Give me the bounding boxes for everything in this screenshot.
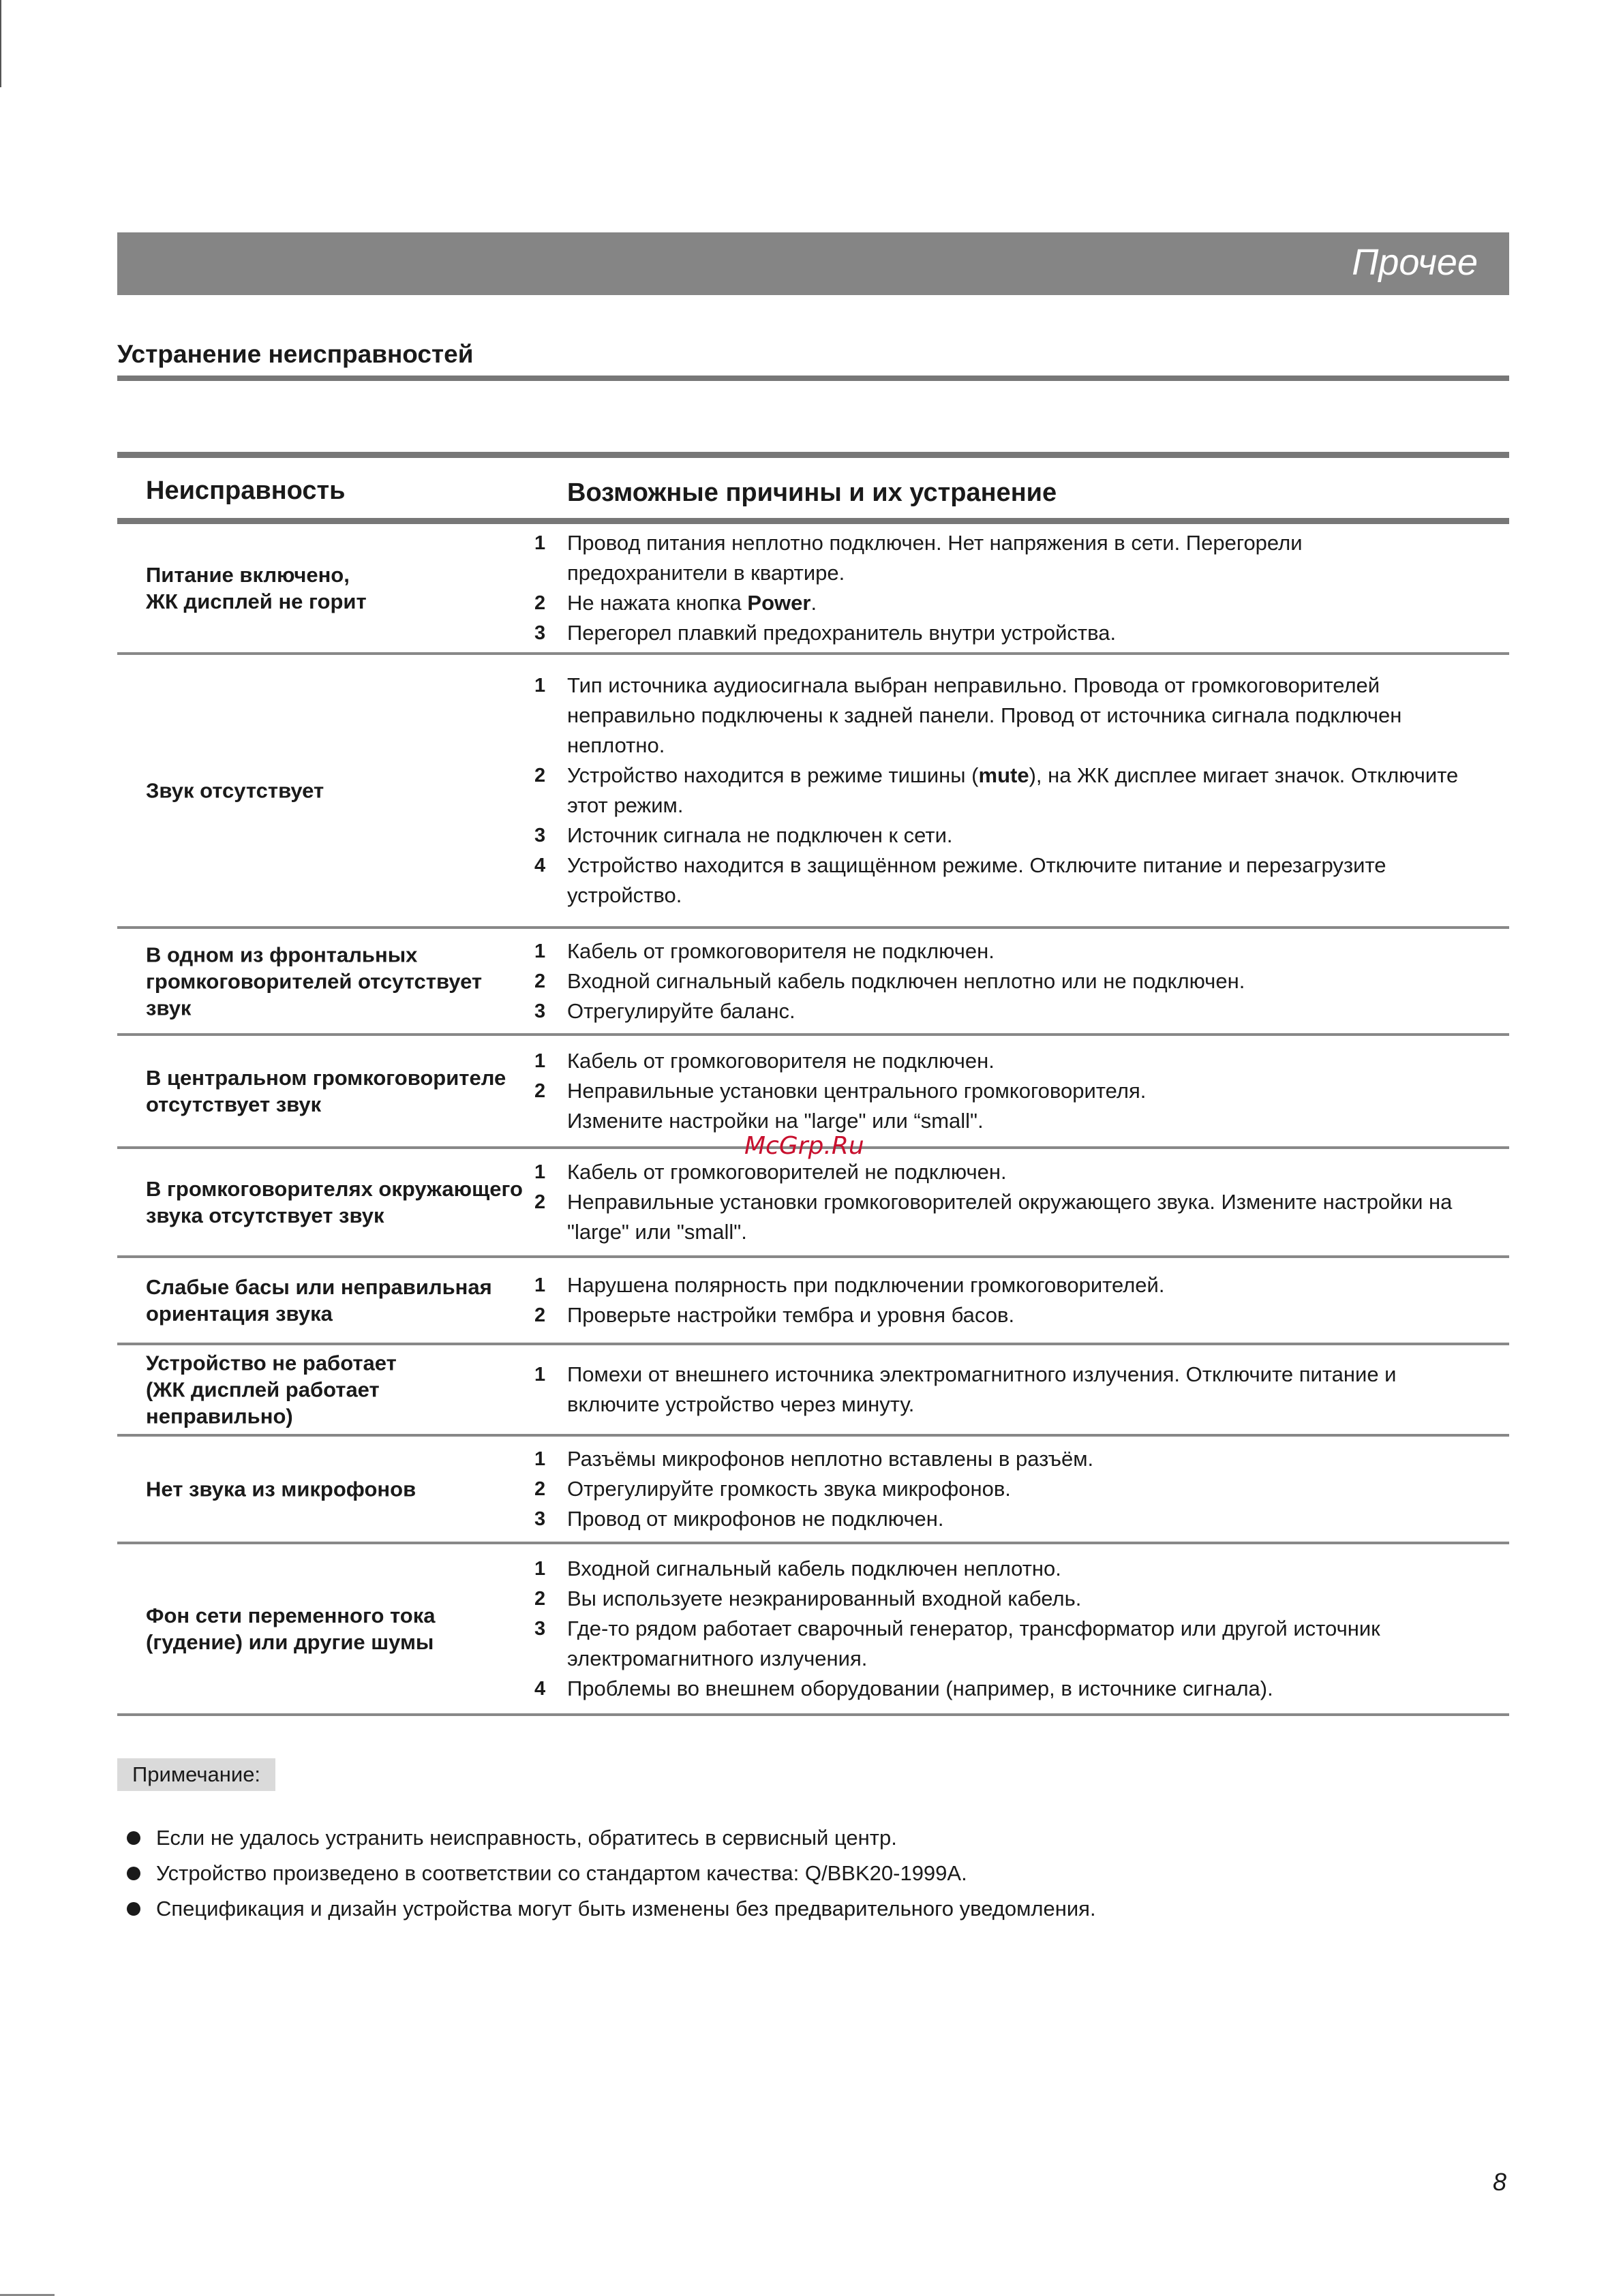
cause-item [534, 1360, 1468, 1420]
cause-item [534, 1584, 1468, 1614]
table-body [117, 524, 1509, 1716]
cause-item [534, 1554, 1468, 1584]
note-text: Устройство произведено в соответствии со стандартом качества: Q/BBK20-1999A. [156, 1861, 967, 1885]
cause-text: Неправильные установки центрального громкоговорителя. Измените настройки на "large" или “small". [567, 1079, 1147, 1133]
troubleshooting-table [117, 452, 1509, 1716]
cause-item [534, 966, 1468, 996]
bullet-icon [127, 1902, 140, 1916]
cause-number: 1 [534, 675, 546, 697]
cause-number: 2 [534, 1080, 546, 1102]
cause-item [534, 528, 1468, 588]
cause-number: 2 [534, 765, 546, 786]
problem-cell: Нет звука из микрофонов [146, 1477, 416, 1501]
cause-text: Провод питания неплотно подключен. Нет напряжения в сети. Перегорели предохранители в квартире. [567, 531, 1303, 585]
problem-cell: В центральном громкоговорителе отсутствует звук [146, 1066, 506, 1116]
section-divider [117, 376, 1509, 381]
cause-text: Вы используете неэкранированный входной кабель. [567, 1587, 1082, 1610]
cause-number: 2 [534, 592, 546, 614]
cause-item [534, 671, 1468, 761]
note-item [117, 1820, 1412, 1856]
cause-number: 2 [534, 1588, 546, 1610]
cause-text: Кабель от громкоговорителей не подключен. [567, 1160, 1007, 1184]
cause-number: 1 [534, 1364, 546, 1386]
watermark: McGrp.Ru [744, 1132, 864, 1160]
cause-text: Проверьте настройки тембра и уровня басов. [567, 1303, 1015, 1327]
cause-number: 1 [534, 1050, 546, 1072]
problem-cell: Фон сети переменного тока (гудение) или другие шумы [146, 1604, 436, 1654]
cause-text: Разъёмы микрофонов неплотно вставлены в разъём. [567, 1447, 1094, 1471]
cause-number: 2 [534, 970, 546, 992]
cause-number: 1 [534, 940, 546, 962]
note-item [117, 1856, 1412, 1891]
cause-text: Кабель от громкоговорителя не подключен. [567, 1049, 995, 1073]
cause-number: 3 [534, 1000, 546, 1022]
causes-cell [534, 1046, 1468, 1136]
cause-text: Тип источника аудиосигнала выбран неправильно. Провода от громкоговорителей неправильно подключены к задней панели. Провод от источника сигнала подключен неплотно. [567, 673, 1402, 757]
cause-item [534, 588, 1468, 618]
cause-item [534, 1444, 1468, 1474]
cause-item [534, 618, 1468, 648]
problem-cell: Слабые басы или неправильная ориентация звука [146, 1275, 492, 1326]
cause-number: 1 [534, 1558, 546, 1580]
cause-number: 1 [534, 532, 546, 554]
cause-item [534, 1270, 1468, 1300]
problem-cell: Звук отсутствует [146, 778, 324, 803]
table-header-rule [117, 518, 1509, 524]
causes-cell [534, 1157, 1468, 1247]
cause-text: Где-то рядом работает сварочный генератор, трансформатор или другой источник электромагнитного излучения. [567, 1617, 1380, 1670]
page-number: 8 [1493, 2168, 1507, 2196]
table-row [117, 524, 1509, 655]
problem-cell: Питание включено, ЖК дисплей не горит [146, 563, 367, 613]
causes-cell [534, 936, 1468, 1026]
cause-number: 2 [534, 1191, 546, 1213]
crop-mark [0, 0, 1, 87]
cause-item [534, 996, 1468, 1026]
cause-text: Отрегулируйте громкость звука микрофонов. [567, 1477, 1011, 1501]
cause-number: 1 [534, 1161, 546, 1183]
column-header-causes: Возможные причины и их устранение [567, 478, 1057, 507]
cause-text: Отрегулируйте баланс. [567, 998, 795, 1023]
cause-text: Входной сигнальный кабель подключен неплотно или не подключен. [567, 968, 1245, 993]
table-row [117, 1437, 1509, 1544]
cause-number: 3 [534, 622, 546, 644]
cause-item [534, 1504, 1468, 1534]
notes-list [117, 1820, 1412, 1927]
cause-item [534, 1300, 1468, 1330]
cause-item [534, 1157, 1468, 1187]
cause-number: 4 [534, 855, 546, 876]
table-row [117, 655, 1509, 929]
cause-item [534, 1474, 1468, 1504]
cause-item [534, 761, 1468, 821]
cause-number: 1 [534, 1448, 546, 1470]
table-row [117, 1544, 1509, 1716]
table-row [117, 1258, 1509, 1345]
cause-item [534, 821, 1468, 851]
cause-text: Входной сигнальный кабель подключен неплотно. [567, 1557, 1061, 1580]
cause-number: 1 [534, 1274, 546, 1296]
column-header-problem: Неисправность [146, 476, 346, 505]
section-header-bar [117, 232, 1509, 295]
cause-item [534, 851, 1468, 910]
cause-text: Устройство находится в защищённом режиме. Отключите питание и перезагрузите устройство. [567, 853, 1386, 907]
cause-number: 2 [534, 1304, 546, 1326]
cause-text: Источник сигнала не подключен к сети. [567, 823, 953, 847]
cause-text: Кабель от громкоговорителя не подключен. [567, 938, 995, 963]
header-title: Прочее [1352, 242, 1478, 283]
causes-cell [534, 1360, 1468, 1420]
cause-item [534, 1614, 1468, 1674]
note-item [117, 1891, 1412, 1927]
cause-item [534, 936, 1468, 966]
table-header [117, 458, 1509, 518]
bullet-icon [127, 1831, 140, 1845]
problem-cell: В громкоговорителях окружающего звука отсутствует звук [146, 1177, 523, 1227]
note-text: Если не удалось устранить неисправность, обратитесь в сервисный центр. [156, 1826, 897, 1850]
cause-number: 3 [534, 825, 546, 846]
causes-cell [534, 1270, 1468, 1330]
note-label: Примечание: [117, 1758, 275, 1791]
cause-text: Перегорел плавкий предохранитель внутри устройства. [567, 621, 1117, 645]
cause-number: 4 [534, 1678, 546, 1700]
table-row [117, 1149, 1509, 1258]
causes-cell [534, 528, 1468, 648]
cause-item [534, 1187, 1468, 1247]
problem-cell: Устройство не работает (ЖК дисплей работает неправильно) [146, 1351, 397, 1428]
cause-text: Устройство находится в режиме тишины (mute), на ЖК дисплее мигает значок. Отключите этот режим. [567, 763, 1459, 817]
cause-item [534, 1046, 1468, 1076]
cause-text: Провод от микрофонов не подключен. [567, 1507, 944, 1531]
causes-cell [534, 1444, 1468, 1534]
cause-text: Неправильные установки громкоговорителей окружающего звука. Измените настройки на "large" или "small". [567, 1190, 1453, 1244]
problem-cell: В одном из фронтальных громкоговорителей отсутствует звук [146, 943, 483, 1020]
table-row [117, 929, 1509, 1036]
cause-number: 3 [534, 1618, 546, 1640]
table-top-rule [117, 452, 1509, 458]
note-text: Спецификация и дизайн устройства могут быть изменены без предварительного уведомления. [156, 1897, 1096, 1920]
cause-item [534, 1076, 1468, 1136]
cause-item [534, 1674, 1468, 1704]
causes-cell [534, 1554, 1468, 1704]
bullet-icon [127, 1867, 140, 1880]
cause-text: Нарушена полярность при подключении громкоговорителей. [567, 1273, 1165, 1297]
table-row [117, 1345, 1509, 1437]
cause-text: Помехи от внешнего источника электромагнитного излучения. Отключите питание и включите устройство через минуту. [567, 1362, 1397, 1416]
cause-text: Не нажата кнопка Power. [567, 591, 817, 615]
cause-text: Проблемы во внешнем оборудовании (например, в источнике сигнала). [567, 1677, 1273, 1700]
cause-number: 2 [534, 1478, 546, 1500]
causes-cell [534, 671, 1468, 910]
section-title: Устранение неисправностей [117, 340, 474, 368]
cause-number: 3 [534, 1508, 546, 1530]
